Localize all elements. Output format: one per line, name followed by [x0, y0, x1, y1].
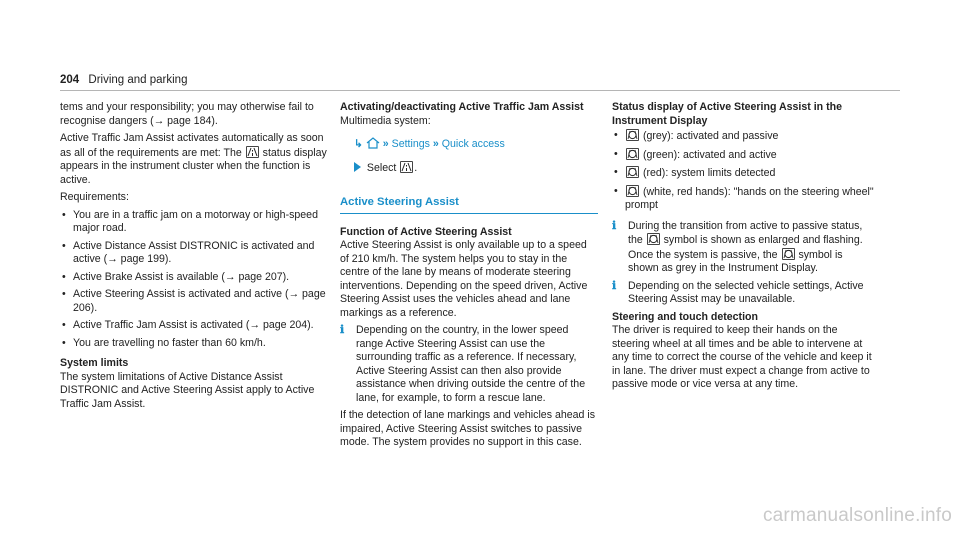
list-item: • Active Steering Assist is activated and active (→ page 206).: [60, 288, 328, 315]
status-display-heading: Status display of Active Steering Assist in the Instrument Display: [612, 101, 842, 127]
chevron-right-icon: »: [382, 138, 389, 150]
home-icon: [366, 137, 380, 149]
select-label: Select: [366, 162, 397, 174]
intro-paragraph: tems and your responsibility; you may otherwise fail to recognise dangers (→ page 184).: [60, 101, 314, 127]
info-icon: ℹ: [612, 279, 617, 292]
note-country: [340, 324, 598, 405]
list-item: • Active Brake Assist is available (→ page 207).: [60, 271, 328, 285]
steering-assist-icon: [626, 148, 639, 160]
detection-text: If the detection of lane markings and vehicles ahead is impaired, Active Steering Assist switches to passive mode. The system provides no support in this case.: [340, 409, 595, 448]
list-item: • (green): activated and active: [612, 148, 874, 163]
note-text: During the transition from active to passive status, the symbol is shown as enlarged and flashing. Once the system is passive, the symbol is shown as grey in the Instrument Display.: [628, 219, 863, 274]
header-rule: [60, 90, 900, 91]
touch-detection-text: The driver is required to keep their hands on the steering wheel at all times and be able to intervene at any time to correct the course of the vehicle and keep it in lane. The driver must expect a change from active to passive mode or vice versa at any time.: [612, 324, 872, 390]
activation-text-a: Active Traffic Jam Assist activates automatically as soon as all of the requirements are met: The: [60, 132, 324, 159]
system-limits-heading: System limits: [60, 357, 129, 369]
page-number: 204: [60, 74, 80, 86]
steering-assist-icon: [626, 129, 639, 141]
info-icon: ℹ: [612, 219, 617, 232]
nav-quick-access[interactable]: Quick access: [441, 138, 505, 150]
steering-assist-icon: [626, 185, 639, 197]
note-text: Depending on the selected vehicle settings, Active Steering Assist may be unavailable.: [628, 279, 864, 305]
activation-paragraph: [60, 132, 328, 187]
column-right: [612, 101, 874, 392]
traffic-jam-assist-icon: [246, 146, 259, 158]
note-text: Depending on the country, in the lower speed range Active Steering Assist can use the surrounding traffic as a reference. If necessary, Active Steering Assist can then also provide assistance when driving outside the centre of the lane, for example, to form a rescue lane.: [356, 324, 586, 404]
section-title: Active Steering Assist: [340, 196, 598, 214]
list-item: • You are in a traffic jam on a motorway or high-speed major road.: [60, 209, 328, 236]
note-transition: [612, 220, 874, 276]
note-vehicle-settings: [612, 280, 874, 307]
list-item: • Active Traffic Jam Assist is activated (→ page 204).: [60, 319, 328, 333]
corner-arrow-icon: ↳: [354, 138, 363, 150]
list-item: • (red): system limits detected: [612, 166, 874, 181]
steering-assist-icon: [626, 166, 639, 178]
list-item: • (white, red hands): "hands on the steering wheel" prompt: [612, 185, 874, 213]
column-middle: [340, 101, 598, 450]
list-item: • You are travelling no faster than 60 km/h.: [60, 337, 328, 351]
activation-text-b: status display appears in the instrument cluster when the function is active.: [60, 146, 327, 186]
list-item: • (grey): activated and passive: [612, 129, 874, 144]
nav-settings[interactable]: Settings: [391, 138, 430, 150]
function-heading: Function of Active Steering Assist: [340, 225, 512, 238]
header-section: Driving and parking: [88, 74, 188, 86]
steering-assist-icon: [782, 248, 795, 260]
list-item: • Active Distance Assist DISTRONIC is activated and active (→ page 199).: [60, 240, 328, 267]
traffic-jam-assist-icon: [400, 161, 413, 173]
status-list: [612, 129, 874, 213]
step-arrow-icon: [354, 162, 361, 172]
info-icon: ℹ: [340, 324, 345, 336]
watermark: carmanualsonline.info: [762, 505, 952, 526]
touch-detection-heading: Steering and touch detection: [612, 310, 758, 323]
select-end: .: [414, 162, 418, 174]
column-left: [60, 101, 328, 411]
requirements-label: Requirements:: [60, 191, 129, 203]
steering-assist-icon: [647, 233, 660, 245]
multimedia-label: Multimedia system:: [340, 114, 431, 127]
chevron-right-icon: »: [432, 138, 439, 150]
function-text: Active Steering Assist is only available up to a speed of 210 km/h. The system helps you to stay in the centre of the lane by means of moderate steering interventions. Depending on the speed driven, Active Steering Assist uses the vehicles ahead and lane markings as a reference.: [340, 239, 588, 319]
activation-heading: Activating/deactivating Active Traffic Jam Assist: [340, 101, 584, 113]
navigation-path: [340, 136, 598, 176]
page-header: [60, 74, 187, 88]
requirements-list: [60, 209, 328, 351]
system-limits-text: The system limitations of Active Distance Assist DISTRONIC and Active Steering Assist apply to Active Traffic Jam Assist.: [60, 370, 315, 410]
